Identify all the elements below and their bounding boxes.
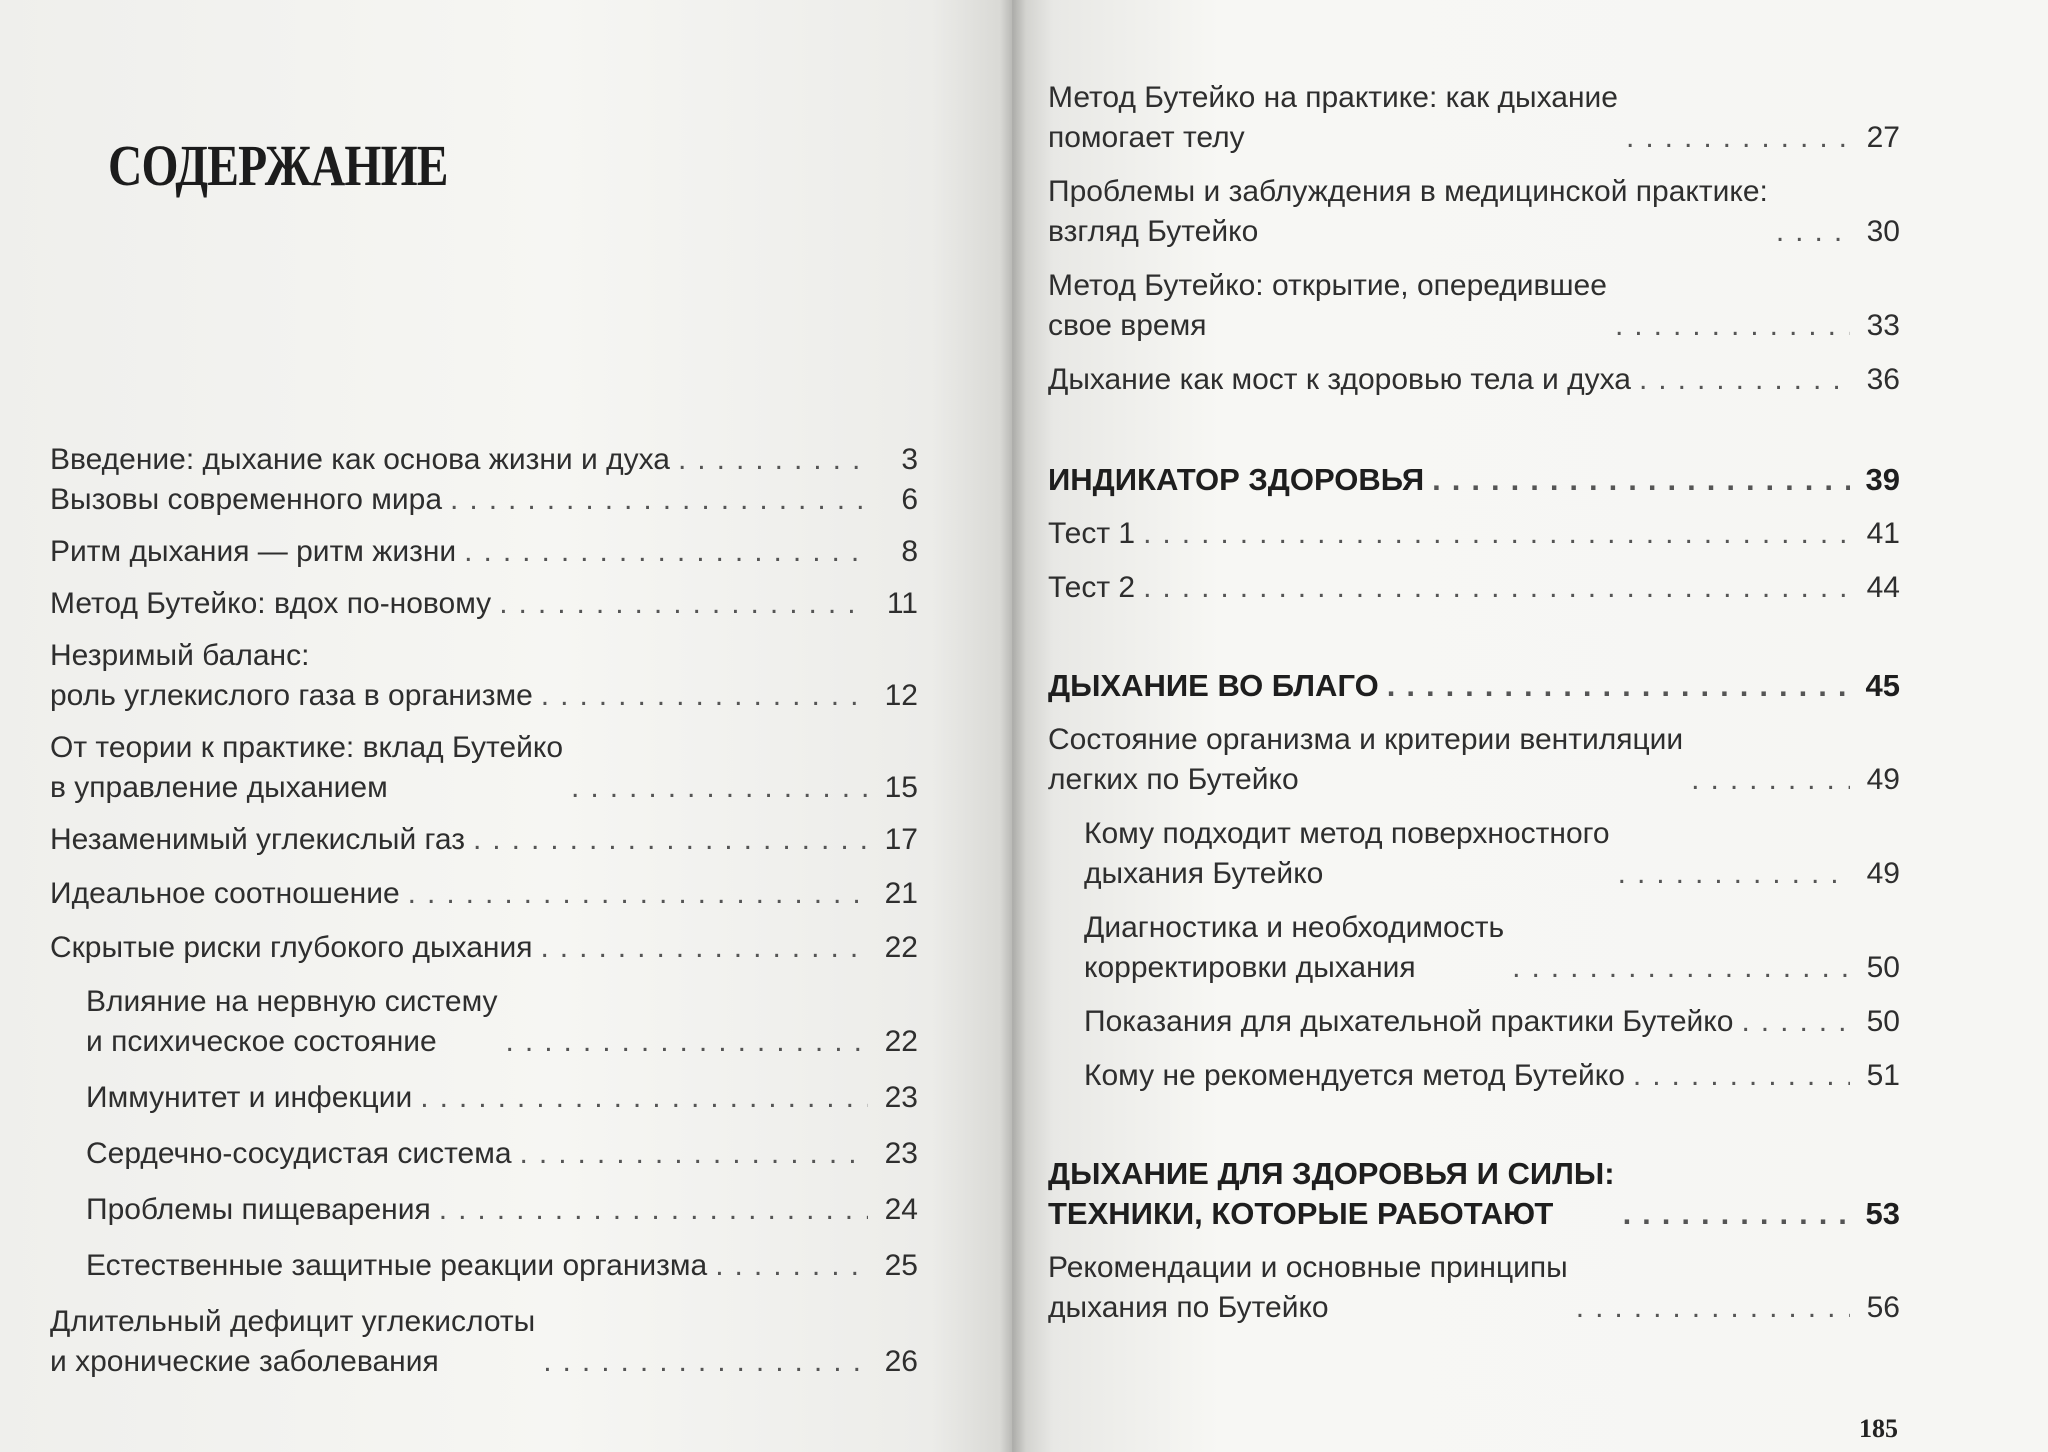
toc-entry-title: Вызовы современного мира <box>50 483 443 516</box>
toc-entry-page: 26 <box>884 1345 918 1378</box>
dot-leader <box>1143 514 1850 554</box>
dot-leader <box>408 874 868 914</box>
toc-entry <box>50 532 918 572</box>
toc-entry-page: 33 <box>1866 309 1900 342</box>
toc-entry-page: 49 <box>1866 763 1900 796</box>
toc-entry <box>50 480 918 520</box>
dot-leader <box>715 1246 868 1286</box>
toc-entry <box>1048 1056 1900 1096</box>
toc-entry-title: Проблемы и заблуждения в медицинской практике: взгляд Бутейко <box>1048 175 1768 248</box>
toc-entry-title: Диагностика и необходимость корректировки дыхания <box>1084 911 1505 984</box>
toc-entry-page: 21 <box>884 877 918 910</box>
toc-entry-title: ДЫХАНИЕ ДЛЯ ЗДОРОВЬЯ И СИЛЫ: ТЕХНИКИ, КОТОРЫЕ РАБОТАЮТ <box>1048 1156 1615 1231</box>
toc-entry <box>50 1078 918 1118</box>
dot-leader <box>1143 568 1850 608</box>
toc-entry <box>50 1134 918 1174</box>
toc-entry <box>1048 1002 1900 1042</box>
dot-leader <box>1623 1194 1850 1234</box>
toc-entry-title: Ритм дыхания — ритм жизни <box>50 535 457 568</box>
dot-leader <box>439 1190 868 1230</box>
dot-leader <box>1691 760 1850 800</box>
toc-entry-title: Естественные защитные реакции организма <box>86 1249 708 1282</box>
toc-section-heading <box>1048 666 1900 706</box>
toc-entry <box>50 982 918 1062</box>
toc-entry-page: 23 <box>884 1137 918 1170</box>
toc-entry <box>1048 78 1900 158</box>
toc-entry-page: 12 <box>884 679 918 712</box>
toc-entry <box>50 1190 918 1230</box>
page-number: 185 <box>1859 1414 1898 1443</box>
dot-leader <box>543 1342 868 1382</box>
dot-leader <box>1576 1288 1850 1328</box>
toc-entry-title: Рекомендации и основные принципы дыхания по Бутейко <box>1048 1251 1568 1324</box>
toc-entry-page: 6 <box>901 483 918 516</box>
toc-entry-title: Сердечно-сосудистая система <box>86 1137 512 1170</box>
dot-leader <box>1512 948 1850 988</box>
toc-entry-page: 11 <box>886 587 918 620</box>
toc-entry-title: Состояние организма и критерии вентиляции легких по Бутейко <box>1048 723 1684 796</box>
toc-entry-title: Показания для дыхательной практики Бутейко <box>1084 1005 1734 1038</box>
dot-leader <box>1615 306 1850 346</box>
toc-entry-title: Введение: дыхание как основа жизни и духа <box>50 443 670 476</box>
toc-entry-title: Кому подходит метод поверхностного дыхания Бутейко <box>1084 817 1610 890</box>
toc-entry-page: 15 <box>884 771 918 804</box>
toc-entry-page: 44 <box>1866 571 1900 604</box>
toc-entry-title: Метод Бутейко: открытие, опередившее свое время <box>1048 269 1607 342</box>
toc-section-heading <box>1048 1154 1900 1234</box>
toc-entry-title: Проблемы пищеварения <box>86 1193 431 1226</box>
dot-leader <box>1626 118 1850 158</box>
toc-entry-page: 8 <box>901 535 918 568</box>
dot-leader <box>540 928 868 968</box>
toc-entry-page: 41 <box>1866 517 1900 550</box>
toc-right-column <box>1048 78 1900 1328</box>
toc-entry <box>1048 814 1900 894</box>
toc-entry-page: 22 <box>884 1025 918 1058</box>
toc-entry-title: Идеальное соотношение <box>50 877 400 910</box>
toc-entry-title: Тест 1 <box>1048 517 1136 550</box>
dot-leader <box>571 768 868 808</box>
toc-entry-title: Иммунитет и инфекции <box>86 1081 413 1114</box>
toc-entry-title: Дыхание как мост к здоровью тела и духа <box>1048 363 1631 396</box>
dot-leader <box>499 584 868 624</box>
dot-leader <box>506 1022 868 1062</box>
toc-entry <box>1048 908 1900 988</box>
toc-entry-page: 50 <box>1866 951 1900 984</box>
toc-entry <box>50 584 918 624</box>
book-gutter <box>1000 0 1026 1452</box>
toc-entry-page: 36 <box>1866 363 1900 396</box>
toc-entry-page: 17 <box>884 823 918 856</box>
toc-entry-title: Длительный дефицит углекислоты и хронические заболевания <box>50 1305 536 1378</box>
toc-entry <box>50 636 918 716</box>
dot-leader <box>1387 666 1850 706</box>
dot-leader <box>464 532 868 572</box>
dot-leader <box>1432 460 1850 500</box>
toc-entry-title: ИНДИКАТОР ЗДОРОВЬЯ <box>1048 462 1425 497</box>
toc-entry-title: Тест 2 <box>1048 571 1136 604</box>
toc-entry-title: Незримый баланс: роль углекислого газа в организме <box>50 639 533 712</box>
dot-leader <box>678 440 868 480</box>
dot-leader <box>420 1078 868 1118</box>
toc-entry <box>1048 720 1900 800</box>
dot-leader <box>1633 1056 1850 1096</box>
toc-entry <box>1048 568 1900 608</box>
toc-entry <box>1048 172 1900 252</box>
dot-leader <box>541 676 868 716</box>
toc-entry-title: Метод Бутейко: вдох по-новому <box>50 587 492 620</box>
toc-entry-title: Незаменимый углекислый газ <box>50 823 465 856</box>
toc-entry-page: 49 <box>1866 857 1900 890</box>
toc-entry-title: Скрытые риски глубокого дыхания <box>50 931 533 964</box>
toc-entry-page: 53 <box>1865 1196 1900 1231</box>
toc-entry-page: 24 <box>884 1193 918 1226</box>
dot-leader <box>1618 854 1850 894</box>
toc-entry-page: 50 <box>1866 1005 1900 1038</box>
toc-entry <box>1048 360 1900 400</box>
toc-entry-page: 25 <box>884 1249 918 1282</box>
toc-entry-page: 23 <box>884 1081 918 1114</box>
dot-leader <box>450 480 868 520</box>
toc-entry <box>50 1302 918 1382</box>
toc-entry <box>1048 514 1900 554</box>
toc-entry-page: 51 <box>1866 1059 1900 1092</box>
toc-entry <box>50 440 918 480</box>
toc-left-column <box>50 440 918 1382</box>
toc-entry <box>50 874 918 914</box>
toc-entry-title: Влияние на нервную систему и психическое состояние <box>86 985 498 1058</box>
toc-entry-title: Метод Бутейко на практике: как дыхание помогает телу <box>1048 81 1618 154</box>
dot-leader <box>1639 360 1850 400</box>
toc-entry <box>50 1246 918 1286</box>
dot-leader <box>520 1134 868 1174</box>
toc-entry <box>50 928 918 968</box>
dot-leader <box>1776 212 1850 252</box>
toc-entry-page: 22 <box>884 931 918 964</box>
dot-leader <box>1741 1002 1850 1042</box>
toc-entry-page: 39 <box>1865 462 1900 497</box>
toc-entry-title: Кому не рекомендуется метод Бутейко <box>1084 1059 1625 1092</box>
toc-entry-page: 3 <box>901 443 918 476</box>
toc-entry-title: ДЫХАНИЕ ВО БЛАГО <box>1048 668 1379 703</box>
toc-entry-page: 27 <box>1866 121 1900 154</box>
toc-entry <box>1048 1248 1900 1328</box>
contents-heading: СОДЕРЖАНИЕ <box>108 133 448 198</box>
toc-section-heading <box>1048 460 1900 500</box>
toc-entry <box>50 820 918 860</box>
toc-entry <box>50 728 918 808</box>
dot-leader <box>473 820 868 860</box>
toc-entry-page: 56 <box>1866 1291 1900 1324</box>
toc-entry-page: 45 <box>1865 668 1900 703</box>
toc-entry-page: 30 <box>1866 215 1900 248</box>
toc-entry-title: От теории к практике: вклад Бутейко в управление дыханием <box>50 731 564 804</box>
toc-entry <box>1048 266 1900 346</box>
